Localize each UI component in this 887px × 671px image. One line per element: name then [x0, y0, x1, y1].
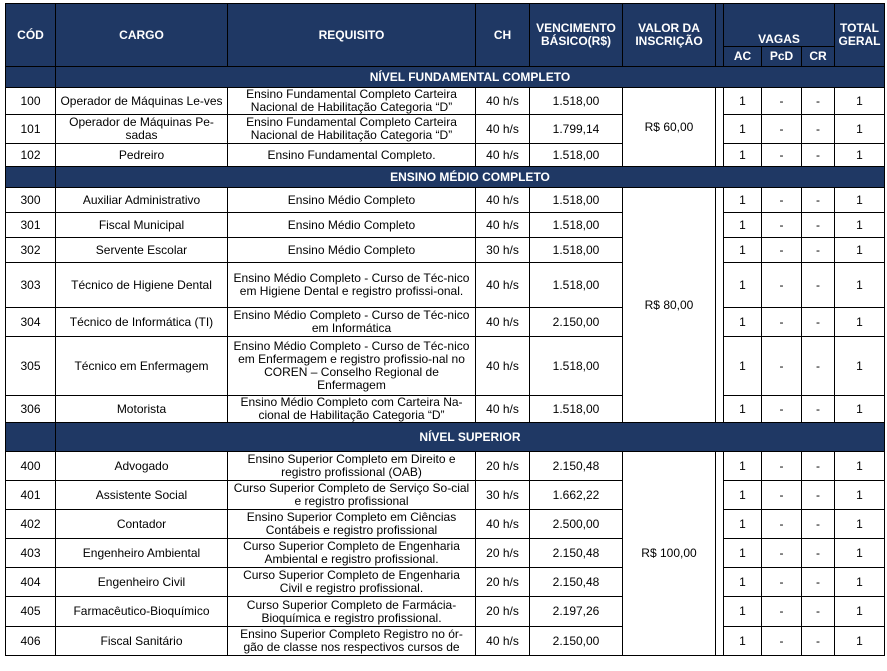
section-header-row [6, 167, 885, 188]
table-row [6, 188, 885, 213]
cell-ch: 40 h/s [476, 213, 530, 238]
cell-requisito: Ensino Fundamental Completo. [228, 144, 476, 167]
cell-total: 1 [835, 263, 885, 308]
cell-ch: 40 h/s [476, 337, 530, 396]
cell-pcd: - [762, 539, 802, 568]
cell-ac: 1 [724, 188, 762, 213]
cell-pcd: - [762, 337, 802, 396]
table-row [6, 88, 885, 115]
cell-ac: 1 [724, 396, 762, 423]
cell-cod: 403 [6, 539, 56, 568]
cell-total: 1 [835, 481, 885, 510]
cell-cr: - [802, 481, 835, 510]
header-cargo: CARGO [56, 4, 228, 67]
cell-requisito: Ensino Médio Completo [228, 188, 476, 213]
cell-requisito: Ensino Médio Completo - Curso de Téc-nico em Higiene Dental e registro profissi-onal. [228, 263, 476, 308]
cell-pcd: - [762, 115, 802, 144]
cell-pcd: - [762, 627, 802, 656]
cell-cr: - [802, 144, 835, 167]
cell-cr: - [802, 337, 835, 396]
cell-cod: 401 [6, 481, 56, 510]
table-row [6, 539, 885, 568]
cell-cr: - [802, 213, 835, 238]
cell-ch: 20 h/s [476, 568, 530, 597]
header-cr: CR [802, 47, 835, 67]
cell-cod: 301 [6, 213, 56, 238]
cell-vencimento: 2.500,00 [530, 510, 623, 539]
section-title: NÍVEL FUNDAMENTAL COMPLETO [56, 67, 885, 88]
cell-total: 1 [835, 238, 885, 263]
cell-ch: 40 h/s [476, 88, 530, 115]
cell-vencimento: 2.150,48 [530, 539, 623, 568]
cell-cr: - [802, 568, 835, 597]
table-row [6, 308, 885, 337]
cell-ch: 40 h/s [476, 188, 530, 213]
cell-requisito: Ensino Médio Completo - Curso de Téc-nico em Enfermagem e registro profissio-nal no COREN – Conselho Regional de Enfermagem [228, 337, 476, 396]
cell-cr: - [802, 539, 835, 568]
cell-total: 1 [835, 144, 885, 167]
cell-valor-inscricao: R$ 80,00 [623, 188, 716, 423]
cell-pcd: - [762, 308, 802, 337]
cell-requisito: Ensino Fundamental Completo Carteira Nacional de Habilitação Categoria “D” [228, 88, 476, 115]
cell-ac: 1 [724, 481, 762, 510]
cell-total: 1 [835, 88, 885, 115]
cell-cargo: Advogado [56, 452, 228, 481]
cell-cargo: Pedreiro [56, 144, 228, 167]
cell-ch: 30 h/s [476, 481, 530, 510]
cell-vencimento: 1.518,00 [530, 213, 623, 238]
header-ac: AC [724, 47, 762, 67]
cell-pcd: - [762, 263, 802, 308]
cell-total: 1 [835, 568, 885, 597]
section-header-row [6, 423, 885, 452]
cell-requisito: Ensino Médio Completo [228, 238, 476, 263]
cell-cr: - [802, 597, 835, 627]
cell-ch: 30 h/s [476, 238, 530, 263]
cell-requisito: Ensino Superior Completo Registro no ór-gão de classe nos respectivos cursos de [228, 627, 476, 656]
cell-vencimento: 2.150,48 [530, 452, 623, 481]
cell-valor-inscricao: R$ 60,00 [623, 88, 716, 167]
cell-cr: - [802, 308, 835, 337]
cell-cod: 303 [6, 263, 56, 308]
cell-pcd: - [762, 213, 802, 238]
cell-total: 1 [835, 337, 885, 396]
cell-ac: 1 [724, 510, 762, 539]
cell-cargo: Servente Escolar [56, 238, 228, 263]
cell-pcd: - [762, 238, 802, 263]
cell-cod: 302 [6, 238, 56, 263]
cell-pcd: - [762, 568, 802, 597]
cell-spacer [716, 88, 724, 167]
header-total: TOTAL GERAL [835, 4, 885, 67]
table-row [6, 263, 885, 308]
cell-total: 1 [835, 396, 885, 423]
cell-cr: - [802, 627, 835, 656]
cell-requisito: Ensino Superior Completo em Ciências Contábeis e registro profissional [228, 510, 476, 539]
cell-cargo: Operador de Máquinas Le-ves [56, 88, 228, 115]
cell-ch: 40 h/s [476, 510, 530, 539]
cell-total: 1 [835, 115, 885, 144]
section-header-blank [6, 67, 56, 88]
table-body [6, 67, 885, 656]
cell-vencimento: 1.518,00 [530, 188, 623, 213]
cell-ch: 40 h/s [476, 144, 530, 167]
cell-ac: 1 [724, 308, 762, 337]
cell-ac: 1 [724, 539, 762, 568]
cell-pcd: - [762, 597, 802, 627]
cell-cod: 406 [6, 627, 56, 656]
cell-ac: 1 [724, 88, 762, 115]
cell-cr: - [802, 452, 835, 481]
cell-vencimento: 1.518,00 [530, 238, 623, 263]
cell-ac: 1 [724, 213, 762, 238]
cell-cr: - [802, 263, 835, 308]
section-header-blank [6, 167, 56, 188]
cell-cod: 306 [6, 396, 56, 423]
cell-vencimento: 2.150,00 [530, 627, 623, 656]
cell-ac: 1 [724, 452, 762, 481]
cell-cargo: Engenheiro Civil [56, 568, 228, 597]
cell-cod: 300 [6, 188, 56, 213]
cell-cargo: Técnico de Informática (TI) [56, 308, 228, 337]
cell-requisito: Ensino Médio Completo - Curso de Téc-nico em Informática [228, 308, 476, 337]
table-row [6, 568, 885, 597]
cell-cargo: Farmacêutico-Bioquímico [56, 597, 228, 627]
cell-requisito: Ensino Fundamental Completo Carteira Nacional de Habilitação Categoria “D” [228, 115, 476, 144]
cell-vencimento: 2.197,26 [530, 597, 623, 627]
cell-requisito: Curso Superior Completo de Engenharia Ambiental e registro profissional. [228, 539, 476, 568]
cell-total: 1 [835, 510, 885, 539]
cell-requisito: Curso Superior Completo de Engenharia Civil e registro profissional. [228, 568, 476, 597]
cell-spacer [716, 452, 724, 656]
cell-requisito: Curso Superior Completo de Serviço So-cial e registro profissional [228, 481, 476, 510]
section-header-row [6, 67, 885, 88]
cell-ch: 20 h/s [476, 452, 530, 481]
cell-cr: - [802, 188, 835, 213]
cell-cod: 304 [6, 308, 56, 337]
cell-ac: 1 [724, 238, 762, 263]
table-row [6, 452, 885, 481]
cell-total: 1 [835, 452, 885, 481]
cell-pcd: - [762, 144, 802, 167]
cell-cod: 102 [6, 144, 56, 167]
cell-cr: - [802, 115, 835, 144]
cell-ac: 1 [724, 337, 762, 396]
cell-cargo: Técnico de Higiene Dental [56, 263, 228, 308]
header-vencimento: VENCIMENTO BÁSICO(R$) [530, 4, 623, 67]
section-header-blank [6, 423, 56, 452]
header-cod: CÓD [6, 4, 56, 67]
cell-cargo: Fiscal Municipal [56, 213, 228, 238]
table-row [6, 213, 885, 238]
cell-cargo: Técnico em Enfermagem [56, 337, 228, 396]
cell-requisito: Ensino Médio Completo [228, 213, 476, 238]
cell-cod: 100 [6, 88, 56, 115]
cell-ch: 40 h/s [476, 115, 530, 144]
cell-cod: 305 [6, 337, 56, 396]
cell-cod: 405 [6, 597, 56, 627]
cell-vencimento: 1.518,00 [530, 88, 623, 115]
table-row [6, 337, 885, 396]
table-row [6, 510, 885, 539]
table-header [6, 4, 885, 67]
table-row [6, 627, 885, 656]
cell-cod: 101 [6, 115, 56, 144]
header-requisito: REQUISITO [228, 4, 476, 67]
cell-ac: 1 [724, 144, 762, 167]
cell-vencimento: 1.518,00 [530, 263, 623, 308]
cell-cargo: Operador de Máquinas Pe-sadas [56, 115, 228, 144]
header-pcd: PcD [762, 47, 802, 67]
cell-requisito: Curso Superior Completo de Farmácia-Bioquímica e registro profissional. [228, 597, 476, 627]
section-title: NÍVEL SUPERIOR [56, 423, 885, 452]
cell-ac: 1 [724, 115, 762, 144]
cell-cod: 404 [6, 568, 56, 597]
table-row [6, 144, 885, 167]
cell-cargo: Motorista [56, 396, 228, 423]
cell-pcd: - [762, 396, 802, 423]
cell-vencimento: 1.799,14 [530, 115, 623, 144]
cell-requisito: Ensino Superior Completo em Direito e registro profissional (OAB) [228, 452, 476, 481]
vacancies-table [5, 3, 885, 656]
header-valor-inscricao: VALOR DA INSCRIÇÃO [623, 4, 716, 67]
table-row [6, 481, 885, 510]
cell-vencimento: 2.150,00 [530, 308, 623, 337]
cell-total: 1 [835, 308, 885, 337]
cell-ch: 20 h/s [476, 539, 530, 568]
cell-vencimento: 2.150,48 [530, 568, 623, 597]
header-spacer [716, 4, 724, 67]
cell-ac: 1 [724, 263, 762, 308]
cell-total: 1 [835, 539, 885, 568]
cell-ch: 40 h/s [476, 396, 530, 423]
cell-vencimento: 1.662,22 [530, 481, 623, 510]
header-ch: CH [476, 4, 530, 67]
cell-pcd: - [762, 88, 802, 115]
cell-total: 1 [835, 597, 885, 627]
cell-ch: 20 h/s [476, 597, 530, 627]
cell-pcd: - [762, 510, 802, 539]
cell-cr: - [802, 88, 835, 115]
cell-valor-inscricao: R$ 100,00 [623, 452, 716, 656]
cell-pcd: - [762, 452, 802, 481]
cell-cod: 402 [6, 510, 56, 539]
cell-vencimento: 1.518,00 [530, 396, 623, 423]
cell-ch: 40 h/s [476, 308, 530, 337]
cell-cargo: Auxiliar Administrativo [56, 188, 228, 213]
cell-cargo: Fiscal Sanitário [56, 627, 228, 656]
cell-pcd: - [762, 188, 802, 213]
table-row [6, 115, 885, 144]
cell-vencimento: 1.518,00 [530, 144, 623, 167]
cell-ch: 40 h/s [476, 627, 530, 656]
cell-spacer [716, 188, 724, 423]
cell-total: 1 [835, 627, 885, 656]
table-row [6, 597, 885, 627]
table-row [6, 238, 885, 263]
cell-cr: - [802, 510, 835, 539]
header-vagas: VAGAS [724, 4, 835, 47]
section-title: ENSINO MÉDIO COMPLETO [56, 167, 885, 188]
cell-vencimento: 1.518,00 [530, 337, 623, 396]
cell-cargo: Contador [56, 510, 228, 539]
cell-cr: - [802, 396, 835, 423]
cell-ac: 1 [724, 597, 762, 627]
cell-cod: 400 [6, 452, 56, 481]
table-row [6, 396, 885, 423]
cell-ac: 1 [724, 568, 762, 597]
cell-total: 1 [835, 213, 885, 238]
cell-cargo: Assistente Social [56, 481, 228, 510]
cell-total: 1 [835, 188, 885, 213]
cell-ac: 1 [724, 627, 762, 656]
cell-cargo: Engenheiro Ambiental [56, 539, 228, 568]
cell-ch: 40 h/s [476, 263, 530, 308]
cell-requisito: Ensino Médio Completo com Carteira Na-cional de Habilitação Categoria “D” [228, 396, 476, 423]
cell-cr: - [802, 238, 835, 263]
cell-pcd: - [762, 481, 802, 510]
